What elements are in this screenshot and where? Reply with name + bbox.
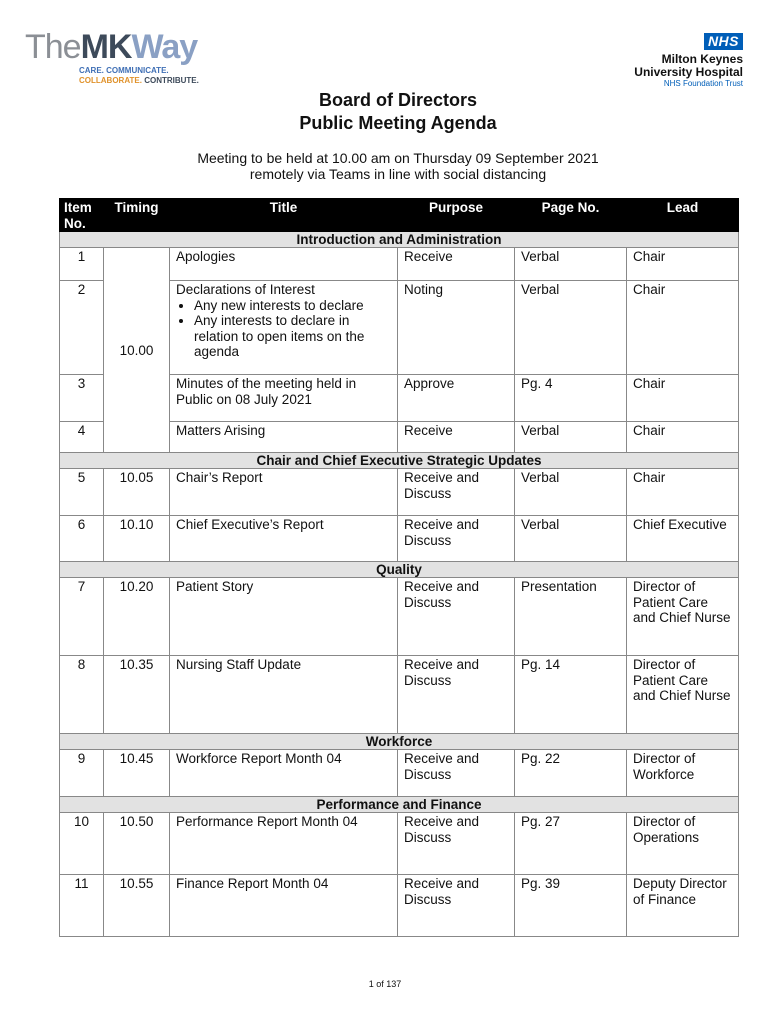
item-purpose: Receive and Discuss (398, 578, 515, 656)
meeting-details: Meeting to be held at 10.00 am on Thursday 09 September 2021 (197, 150, 599, 166)
item-page: Verbal (515, 422, 627, 453)
bullet-item: • Any interests to declare in relation to open items on the agenda (194, 313, 391, 360)
item-number: 2 (60, 281, 104, 375)
item-title: Chief Executive’s Report (170, 516, 398, 562)
item-purpose: Receive and Discuss (398, 750, 515, 797)
item-number: 7 (60, 578, 104, 656)
item-lead: Chair (627, 281, 739, 375)
item-number: 11 (60, 875, 104, 937)
col-header-page: Page No. (515, 199, 627, 232)
item-title: Apologies (170, 248, 398, 281)
item-lead: Chair (627, 422, 739, 453)
item-timing: 10.35 (104, 656, 170, 734)
item-title: Matters Arising (170, 422, 398, 453)
section-header (60, 562, 739, 578)
item-title: Chair’s Report (170, 469, 398, 516)
item-title (170, 281, 398, 375)
col-header-lead: Lead (627, 199, 739, 232)
item-lead: Director of Patient Care and Chief Nurse (627, 578, 739, 656)
item-page: Verbal (515, 281, 627, 375)
item-bullet-list (176, 298, 391, 360)
document-title: Board of Directors (318, 90, 478, 110)
item-number: 6 (60, 516, 104, 562)
item-lead: Director of Workforce (627, 750, 739, 797)
item-purpose: Receive and Discuss (398, 656, 515, 734)
item-number: 4 (60, 422, 104, 453)
item-lead: Deputy Director of Finance (627, 875, 739, 937)
item-title: Nursing Staff Update (170, 656, 398, 734)
item-number: 10 (60, 813, 104, 875)
section-header (60, 797, 739, 813)
item-timing: 10.10 (104, 516, 170, 562)
nhs-foundation-trust: NHS Foundation Trust (663, 79, 743, 88)
section-header (60, 232, 739, 248)
item-lead: Director of Patient Care and Chief Nurse (627, 656, 739, 734)
table-row (60, 516, 739, 562)
section-header (60, 734, 739, 750)
table-row (60, 248, 739, 281)
table-row (60, 813, 739, 875)
item-page: Verbal (515, 469, 627, 516)
table-row (60, 656, 739, 734)
section-title: Introduction and Administration (60, 232, 739, 248)
item-number: 1 (60, 248, 104, 281)
section-title: Workforce (60, 734, 739, 750)
section-title: Chair and Chief Executive Strategic Updates (60, 453, 739, 469)
item-title: Patient Story (170, 578, 398, 656)
item-page: Pg. 4 (515, 375, 627, 422)
item-purpose: Receive and Discuss (398, 516, 515, 562)
themkway-tagline: CARE. COMMUNICATE. COLLABORATE. CONTRIBUTE. (79, 66, 199, 85)
item-timing: 10.45 (104, 750, 170, 797)
section-title: Performance and Finance (60, 797, 739, 813)
nhs-trust-name-line1: Milton Keynes (661, 52, 743, 66)
item-timing: 10.00 (104, 248, 170, 453)
table-header-row (60, 199, 739, 232)
item-title-text: Declarations of Interest (176, 282, 315, 297)
page-indicator: 1 of 137 (368, 979, 402, 989)
item-timing: 10.50 (104, 813, 170, 875)
item-page: Pg. 22 (515, 750, 627, 797)
item-lead: Chair (627, 248, 739, 281)
nhs-trust-name-line2: University Hospital (634, 65, 743, 79)
item-page: Verbal (515, 248, 627, 281)
item-timing: 10.55 (104, 875, 170, 937)
col-header-item: Item No. (60, 199, 104, 232)
table-row (60, 578, 739, 656)
item-lead: Chief Executive (627, 516, 739, 562)
item-title: Workforce Report Month 04 (170, 750, 398, 797)
item-purpose: Receive and Discuss (398, 875, 515, 937)
document-subtitle: Public Meeting Agenda (299, 113, 497, 133)
item-title: Performance Report Month 04 (170, 813, 398, 875)
item-number: 3 (60, 375, 104, 422)
item-purpose: Receive (398, 248, 515, 281)
item-purpose: Receive (398, 422, 515, 453)
section-header (60, 453, 739, 469)
bullet-item: • Any new interests to declare (194, 298, 391, 314)
item-purpose: Approve (398, 375, 515, 422)
item-lead: Chair (627, 469, 739, 516)
col-header-timing: Timing (104, 199, 170, 232)
themkway-logo (25, 30, 199, 86)
table-row (60, 469, 739, 516)
item-lead: Chair (627, 375, 739, 422)
item-page: Verbal (515, 516, 627, 562)
table-row (60, 875, 739, 937)
item-number: 9 (60, 750, 104, 797)
item-page: Pg. 39 (515, 875, 627, 937)
item-title: Finance Report Month 04 (170, 875, 398, 937)
item-title: Minutes of the meeting held in Public on 08 July 2021 (170, 375, 398, 422)
col-header-purpose: Purpose (398, 199, 515, 232)
nhs-badge: NHS (704, 33, 743, 50)
item-number: 8 (60, 656, 104, 734)
col-header-title: Title (170, 199, 398, 232)
item-number: 5 (60, 469, 104, 516)
item-purpose: Receive and Discuss (398, 813, 515, 875)
themkway-wordmark: TheMKWay (25, 28, 198, 66)
item-page: Presentation (515, 578, 627, 656)
item-purpose: Receive and Discuss (398, 469, 515, 516)
item-timing: 10.20 (104, 578, 170, 656)
section-title: Quality (60, 562, 739, 578)
meeting-location: remotely via Teams in line with social distancing (249, 166, 547, 182)
item-page: Pg. 27 (515, 813, 627, 875)
item-page: Pg. 14 (515, 656, 627, 734)
item-timing: 10.05 (104, 469, 170, 516)
item-lead: Director of Operations (627, 813, 739, 875)
agenda-table (59, 198, 739, 937)
item-purpose: Noting (398, 281, 515, 375)
table-row (60, 750, 739, 797)
nhs-trust-logo (634, 33, 743, 89)
